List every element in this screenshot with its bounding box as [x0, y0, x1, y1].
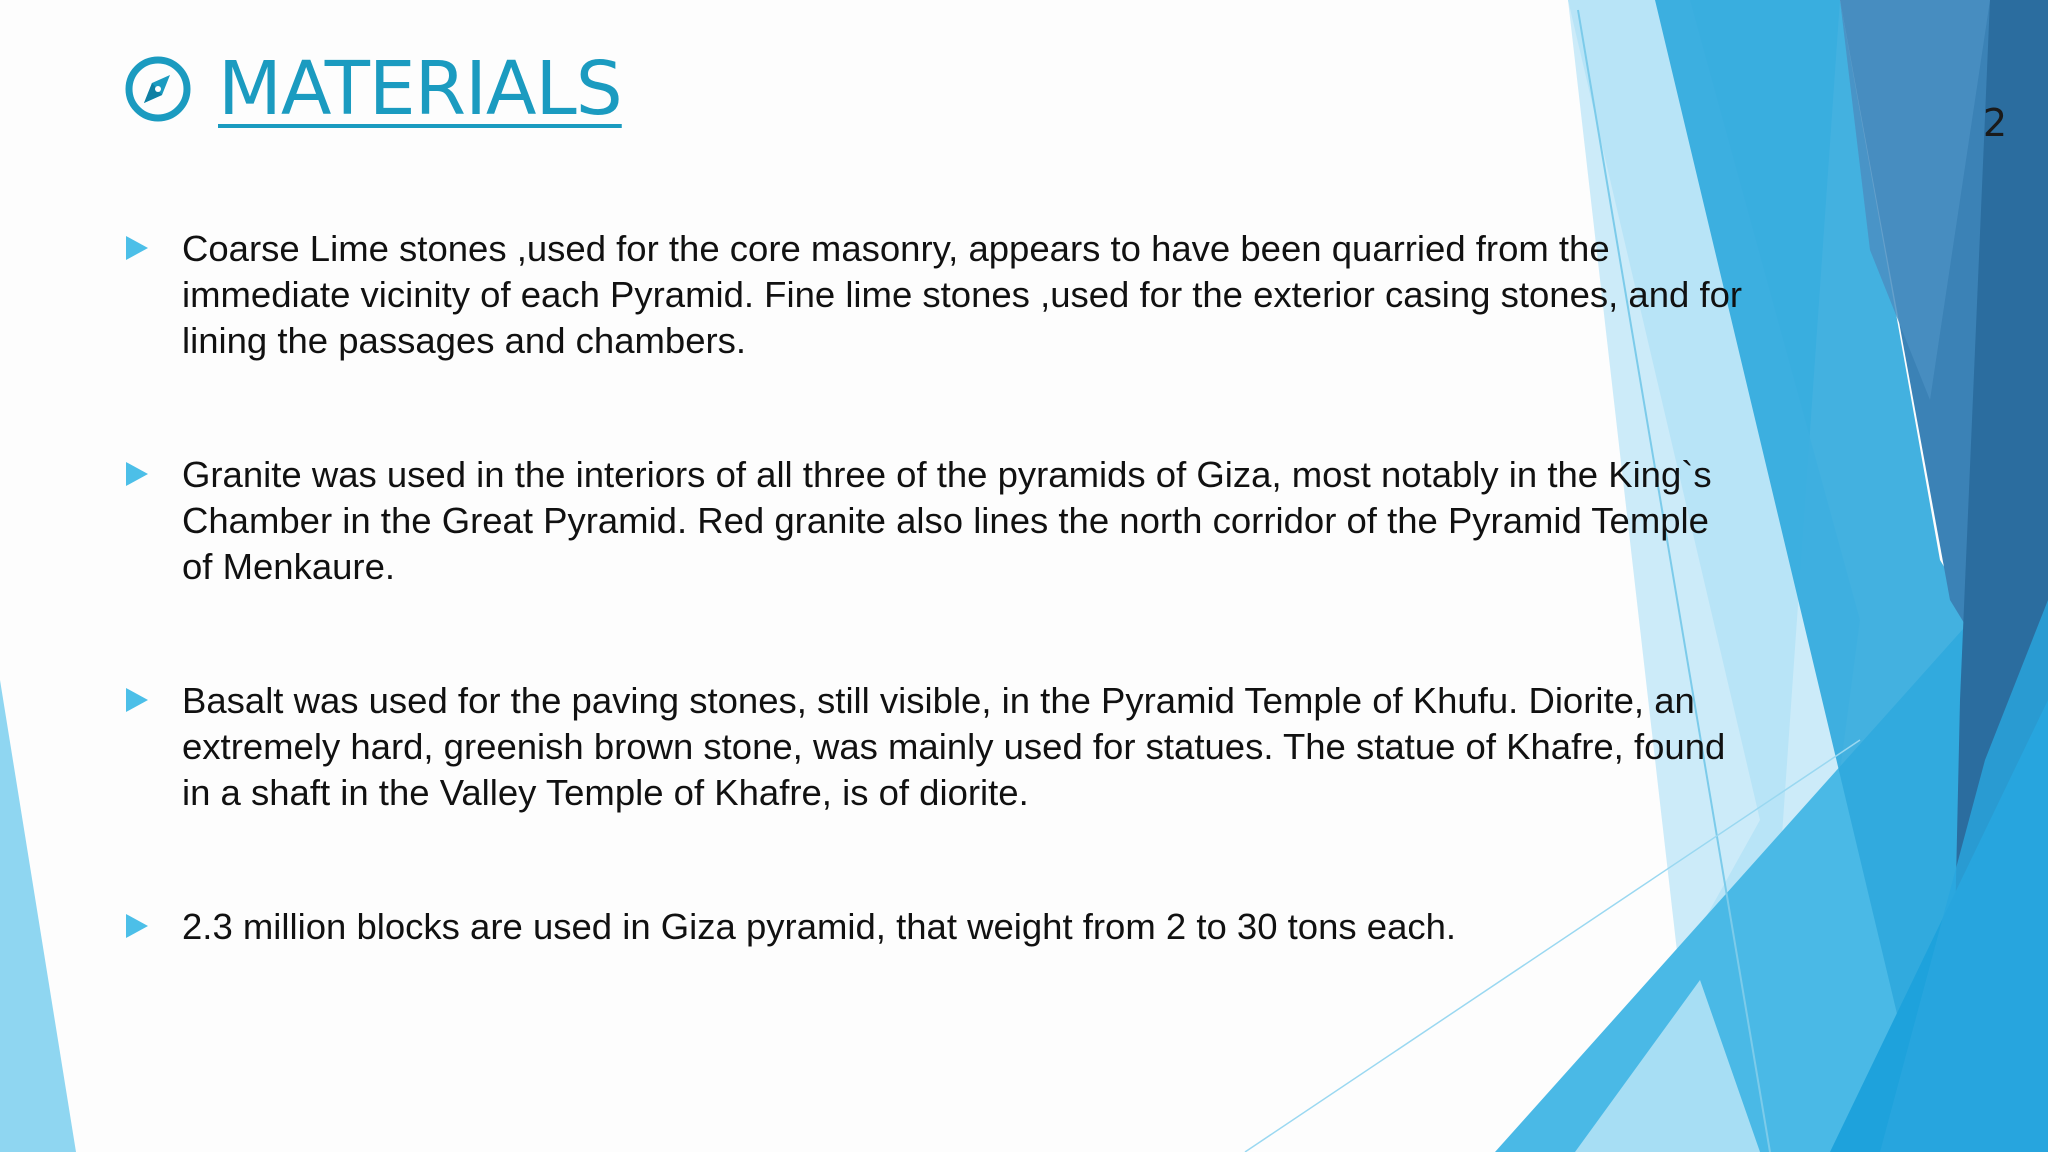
bullet-item [124, 226, 1844, 364]
bullet-text-line: Basalt was used for the paving stones, still visible, in the Pyramid Temple of Khufu. Diorite, an [182, 680, 1695, 721]
bullet-text-line: Coarse Lime stones ,used for the core masonry, appears to have been quarried from the [182, 228, 1610, 269]
bullet-text-line: extremely hard, greenish brown stone, was mainly used for statues. The statue of Khafre, found [182, 726, 1726, 767]
bullet-text-line: Chamber in the Great Pyramid. Red granite also lines the north corridor of the Pyramid Temple [182, 500, 1709, 541]
bullet-arrow-icon [126, 236, 148, 260]
slide-number: 2 [1982, 101, 2008, 145]
compass-icon [124, 55, 192, 123]
bullet-item [124, 904, 1844, 950]
bullet-arrow-icon [126, 688, 148, 712]
bullet-arrow-icon [126, 462, 148, 486]
bullet-text-line: in a shaft in the Valley Temple of Khafre, is of diorite. [182, 772, 1029, 813]
bullet-item [124, 678, 1844, 816]
bullet-text-line: lining the passages and chambers. [182, 320, 747, 361]
bullet-list [124, 226, 1844, 1038]
bullet-arrow-icon [126, 914, 148, 938]
title-bar [124, 44, 622, 134]
bullet-item [124, 452, 1844, 590]
bullet-text-line: immediate vicinity of each Pyramid. Fine lime stones ,used for the exterior casing stones, and for [182, 274, 1743, 315]
page-title: MATERIALS [218, 46, 622, 132]
bullet-text-line: Granite was used in the interiors of all three of the pyramids of Giza, most notably in the King`s [182, 454, 1712, 495]
bullet-text-line: of Menkaure. [182, 546, 396, 587]
bullet-text-line: 2.3 million blocks are used in Giza pyramid, that weight from 2 to 30 tons each. [182, 906, 1457, 947]
